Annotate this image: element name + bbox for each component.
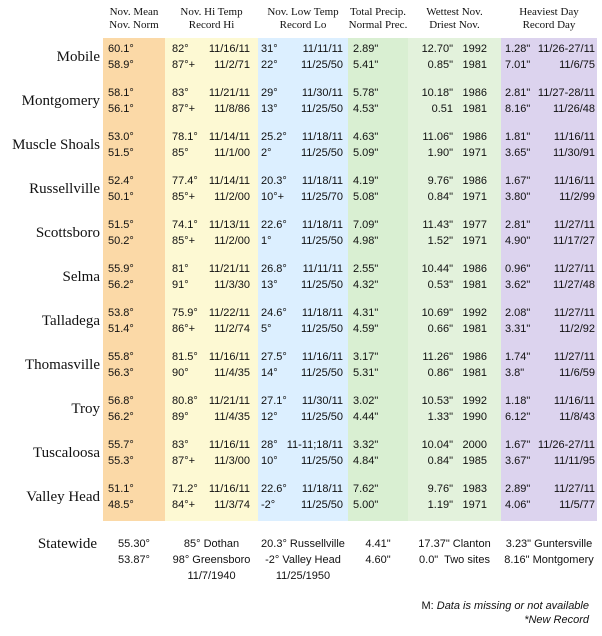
wet-cell: 1.90" [427,147,453,159]
mean-cell: 53.8° [108,307,134,319]
lo-cell: 1° [261,235,272,247]
wet-cell: 1992 [462,307,487,319]
statewide-precip [348,536,408,568]
hi-cell: 11/2/71 [214,59,250,71]
header-precip-line1: Total Precip. [349,6,407,18]
day-cell: 11/27/11 [553,219,595,231]
precip-cell: 2.89" [353,43,379,55]
lo-cell: 11/25/50 [300,59,343,71]
lo-cell: 13° [261,103,278,115]
wet-cell: 1981 [462,323,487,335]
header-lo-line2: Record Lo [279,19,327,31]
mean-cell: 55.3° [108,455,134,467]
day-cell: 11/5/77 [559,499,595,511]
lo-cell: 11/30/11 [301,395,343,407]
header-hi [165,6,258,32]
wet-cell: 9.76" [427,483,453,495]
hi-cell: 11/22/11 [208,307,250,319]
hi-cell: 84°+ [172,499,196,511]
wet-cell: 10.53" [421,395,453,407]
mean-cell: 51.1° [108,483,134,495]
statewide-heaviest-value: 3.23" Guntersville [505,538,593,550]
statewide-normal-precip: 4.60" [365,554,391,566]
lo-cell: 11/18/11 [301,175,343,187]
hi-cell: 11/2/00 [214,235,250,247]
statewide-hi-value: 85° Dothan [183,538,240,550]
wet-cell: 12.70" [421,43,453,55]
precip-cell: 4.59" [353,323,379,335]
day-cell: 2.08" [505,307,531,319]
hi-cell: 83° [172,87,189,99]
wet-cell: 0.86" [427,367,453,379]
lo-cell: 11/18/11 [301,219,343,231]
precip-cell: 2.55" [353,263,379,275]
wet-cell: 0.84" [427,455,453,467]
wet-cell: 1971 [462,235,487,247]
wet-cell: 1986 [462,351,487,363]
station-name: Muscle Shoals [12,137,100,153]
lo-cell: 13° [261,279,278,291]
lo-cell: 11/25/50 [300,235,343,247]
hi-cell: 71.2° [172,483,198,495]
day-cell: 11/27/11 [553,307,595,319]
lo-cell: 11/25/50 [300,455,343,467]
day-cell: 3.8" [505,367,525,379]
header-hi-line1: Nov. Hi Temp [180,6,243,18]
header-heaviest-line1: Heaviest Day [519,6,579,18]
lo-cell: 11/25/50 [300,103,343,115]
day-cell: 11/16/11 [553,175,595,187]
day-cell: 3.65" [505,147,531,159]
precip-cell: 5.09" [353,147,379,159]
precip-cell: 5.41" [353,59,379,71]
day-cell: 11/26-27/11 [537,43,595,55]
mean-cell: 56.3° [108,367,134,379]
lo-cell: 11/11/11 [302,43,343,55]
mean-cell: 55.9° [108,263,134,275]
hi-cell: 11/16/11 [208,483,250,495]
station-name: Montgomery [21,93,100,109]
day-cell: 11/16/11 [553,395,595,407]
hi-cell: 86°+ [172,323,196,335]
lo-cell: 29° [261,87,278,99]
mean-cell: 51.5° [108,219,134,231]
day-cell: 11/16/11 [553,131,595,143]
missing-data-note [421,600,589,612]
wet-cell: 9.76" [427,175,453,187]
day-cell: 1.81" [505,131,531,143]
wet-cell: 1983 [462,483,487,495]
mean-cell: 58.1° [108,87,134,99]
wet-cell: 1986 [462,175,487,187]
statewide-label: Statewide [37,536,97,552]
mean-cell: 53.0° [108,131,134,143]
mean-cell: 56.1° [108,103,134,115]
header-heaviest [501,6,597,32]
missing-data-prefix: M: [421,600,437,612]
hi-cell: 87°+ [172,103,196,115]
header-mean [103,6,165,32]
statewide-record-lo: -2° Valley Head [265,554,341,566]
wet-cell: 1992 [462,43,487,55]
mean-cell: 60.1° [108,43,134,55]
wet-cell: 11.26" [422,351,453,363]
statewide-wettest [408,536,501,568]
header-mean-line2: Nov. Norm [109,19,159,31]
day-cell: 11/2/99 [559,191,595,203]
precip-cell: 4.31" [353,307,379,319]
lo-cell: 22.6° [261,219,287,231]
hi-cell: 11/14/11 [208,131,250,143]
wet-cell: 1981 [462,367,487,379]
wet-cell: 0.53" [427,279,453,291]
header-precip [348,6,408,32]
hi-cell: 11/8/86 [214,103,250,115]
lo-cell: 11/25/50 [300,411,343,423]
lo-cell: 2° [261,147,272,159]
station-name: Mobile [56,49,100,65]
mean-cell: 58.9° [108,59,134,71]
new-record-text: *New Record [524,614,589,626]
hi-cell: 85°+ [172,191,196,203]
lo-cell: 11/25/50 [300,499,343,511]
wet-cell: 1.19" [427,499,453,511]
day-cell: 3.80" [505,191,531,203]
day-cell: 3.67" [505,455,531,467]
hi-cell: 11/3/00 [214,455,250,467]
statewide-norm-value: 53.87° [118,554,150,566]
hi-cell: 75.9° [172,307,198,319]
hi-cell: 11/4/35 [214,367,250,379]
day-cell: 4.90" [505,235,531,247]
day-cell: 0.96" [505,263,531,275]
wet-cell: 1981 [462,279,487,291]
lo-cell: 11/25/50 [300,323,343,335]
lo-cell: 11/25/50 [300,279,343,291]
day-cell: 6.12" [505,411,531,423]
wet-cell: 10.44" [421,263,453,275]
precip-cell: 4.32" [353,279,379,291]
lo-cell: 10° [261,455,278,467]
wet-cell: 1986 [462,87,487,99]
hi-cell: 89° [172,411,189,423]
day-cell: 1.74" [505,351,531,363]
hi-cell: 11/3/74 [214,499,250,511]
wet-cell: 10.04" [421,439,453,451]
wet-cell: 1.33" [427,411,453,423]
lo-cell: 26.8° [261,263,287,275]
precip-cell: 5.78" [353,87,379,99]
hi-cell: 78.1° [172,131,198,143]
hi-cell: 11/21/11 [208,87,250,99]
day-cell: 11/27/11 [553,351,595,363]
mean-cell: 50.1° [108,191,134,203]
hi-cell: 85°+ [172,235,196,247]
mean-cell: 56.2° [108,279,134,291]
hi-cell: 81.5° [172,351,198,363]
lo-cell: 11/30/11 [301,87,343,99]
lo-cell: 11/18/11 [301,307,343,319]
lo-cell: 10°+ [261,191,285,203]
lo-cell: 12° [261,411,278,423]
precip-cell: 3.32" [353,439,379,451]
precip-cell: 5.08" [353,191,379,203]
lo-cell: 22° [261,59,278,71]
hi-cell: 83° [172,439,189,451]
day-cell: 11/27/11 [553,263,595,275]
lo-cell: 14° [261,367,278,379]
mean-cell: 56.8° [108,395,134,407]
wet-cell: 1971 [462,191,487,203]
station-name: Troy [71,401,100,417]
precip-cell: 4.44" [353,411,379,423]
wet-cell: 11.43" [422,219,453,231]
precip-cell: 4.98" [353,235,379,247]
station-name: Thomasville [25,357,100,373]
wet-cell: 0.85" [427,59,453,71]
hi-cell: 11/2/74 [214,323,250,335]
day-cell: 1.67" [505,439,531,451]
wet-cell: 0.51 [431,103,453,115]
day-cell: 11/27/48 [552,279,595,291]
statewide-record-lo-date: 11/25/1950 [275,570,331,582]
hi-cell: 11/16/11 [208,439,250,451]
header-wettest [408,6,501,32]
day-cell: 8.16" [505,103,531,115]
wet-cell: 1992 [462,395,487,407]
lo-cell: 11-11;18/11 [286,439,343,451]
wet-cell: 1977 [462,219,487,231]
wet-cell: 0.84" [427,191,453,203]
wet-cell: 1971 [462,499,487,511]
day-cell: 1.67" [505,175,531,187]
lo-cell: 11/18/11 [301,131,343,143]
mean-cell: 51.4° [108,323,134,335]
statewide-wettest-value: 17.37" Clanton [418,538,491,550]
lo-cell: 27.5° [261,351,287,363]
mean-cell: 55.8° [108,351,134,363]
day-cell: 2.89" [505,483,531,495]
precip-cell: 3.17" [353,351,379,363]
precip-cell: 4.84" [353,455,379,467]
hi-cell: 90° [172,367,189,379]
day-cell: 7.01" [505,59,531,71]
wet-cell: 10.69" [421,307,453,319]
precip-cell: 4.53" [353,103,379,115]
day-cell: 11/27/11 [553,483,595,495]
hi-cell: 74.1° [172,219,198,231]
day-cell: 11/27-28/11 [537,87,595,99]
hi-cell: 80.8° [172,395,198,407]
lo-cell: -2° [261,499,276,511]
wet-cell: 1990 [462,411,487,423]
precip-cell: 4.19" [353,175,379,187]
wet-cell: 1986 [462,131,487,143]
day-cell: 11/11/95 [553,455,595,467]
mean-cell: 56.2° [108,411,134,423]
day-cell: 11/8/43 [559,411,595,423]
new-record-note [524,614,589,626]
precip-cell: 5.00" [353,499,379,511]
statewide-record-hi-date: 11/7/1940 [187,570,236,582]
lo-cell: 31° [261,43,278,55]
lo-cell: 22.6° [261,483,287,495]
lo-cell: 20.3° [261,175,287,187]
lo-cell: 24.6° [261,307,287,319]
header-mean-line1: Nov. Mean [109,6,159,18]
statewide-driest-value: 0.0" Two sites [419,554,490,566]
station-name: Scottsboro [35,225,100,241]
day-cell: 11/6/75 [559,59,595,71]
wet-cell: 10.18" [421,87,453,99]
wet-cell: 1981 [462,103,487,115]
day-cell: 1.28" [505,43,531,55]
day-cell: 3.31" [505,323,531,335]
statewide-lo [258,536,348,584]
station-name: Russellville [29,181,100,197]
station-name: Valley Head [26,489,100,505]
day-cell: 2.81" [505,219,531,231]
hi-cell: 11/13/11 [208,219,250,231]
statewide-mean [103,536,165,568]
mean-cell: 50.2° [108,235,134,247]
hi-cell: 82° [172,43,189,55]
day-cell: 11/17/27 [552,235,595,247]
wet-cell: 1981 [462,59,487,71]
wet-cell: 0.66" [427,323,453,335]
mean-cell: 48.5° [108,499,134,511]
missing-data-text: Data is missing or not available [436,600,589,612]
day-cell: 2.81" [505,87,531,99]
hi-cell: 11/21/11 [208,263,250,275]
station-name: Talladega [41,313,100,329]
header-wettest-line1: Wettest Nov. [426,6,483,18]
lo-cell: 28° [261,439,278,451]
statewide-precip-value: 4.41" [365,538,391,550]
lo-cell: 11/25/50 [300,367,343,379]
lo-cell: 11/25/70 [300,191,343,203]
hi-cell: 11/16/11 [208,351,250,363]
hi-cell: 11/4/35 [214,411,250,423]
wet-cell: 1971 [462,147,487,159]
day-cell: 11/30/91 [552,147,595,159]
day-cell: 4.06" [505,499,531,511]
statewide-lo-value: 20.3° Russellville [261,538,345,550]
day-cell: 11/26/48 [552,103,595,115]
hi-cell: 91° [172,279,189,291]
hi-cell: 11/2/00 [214,191,250,203]
lo-cell: 11/25/50 [300,147,343,159]
lo-cell: 11/16/11 [301,351,343,363]
precip-cell: 4.63" [353,131,379,143]
header-lo [258,6,348,32]
header-heaviest-line2: Record Day [522,19,576,31]
lo-cell: 11/18/11 [301,483,343,495]
day-cell: 1.18" [505,395,531,407]
lo-cell: 25.2° [261,131,287,143]
station-name: Tuscaloosa [33,445,100,461]
hi-cell: 11/21/11 [208,395,250,407]
header-precip-line2: Normal Prec. [348,19,408,31]
lo-cell: 27.1° [261,395,287,407]
wet-cell: 11.06" [422,131,453,143]
day-cell: 11/26-27/11 [537,439,595,451]
day-cell: 11/2/92 [559,323,595,335]
wet-cell: 1986 [462,263,487,275]
hi-cell: 11/14/11 [208,175,250,187]
day-cell: 3.62" [505,279,531,291]
lo-cell: 11/11/11 [302,263,343,275]
hi-cell: 77.4° [172,175,198,187]
station-name: Selma [62,269,100,285]
lo-cell: 5° [261,323,272,335]
hi-cell: 87°+ [172,455,196,467]
statewide-heaviest [501,536,597,568]
hi-cell: 11/1/00 [214,147,250,159]
mean-cell: 51.5° [108,147,134,159]
statewide-record-day-value: 8.16" Montgomery [504,554,594,566]
wet-cell: 1985 [462,455,487,467]
precip-cell: 7.62" [353,483,379,495]
hi-cell: 81° [172,263,189,275]
wet-cell: 1.52" [427,235,453,247]
statewide-mean-value: 55.30° [118,538,150,550]
mean-cell: 55.7° [108,439,134,451]
hi-cell: 85° [172,147,189,159]
wet-cell: 2000 [462,439,487,451]
statewide-record-hi: 98° Greensboro [172,554,251,566]
precip-cell: 3.02" [353,395,379,407]
hi-cell: 11/3/30 [214,279,250,291]
header-wettest-line2: Driest Nov. [429,19,480,31]
header-lo-line1: Nov. Low Temp [267,6,339,18]
mean-cell: 52.4° [108,175,134,187]
hi-cell: 87°+ [172,59,196,71]
statewide-hi [165,536,258,584]
day-cell: 11/6/59 [559,367,595,379]
precip-cell: 7.09" [353,219,379,231]
hi-cell: 11/16/11 [208,43,250,55]
precip-cell: 5.31" [353,367,379,379]
header-hi-line2: Record Hi [188,19,235,31]
